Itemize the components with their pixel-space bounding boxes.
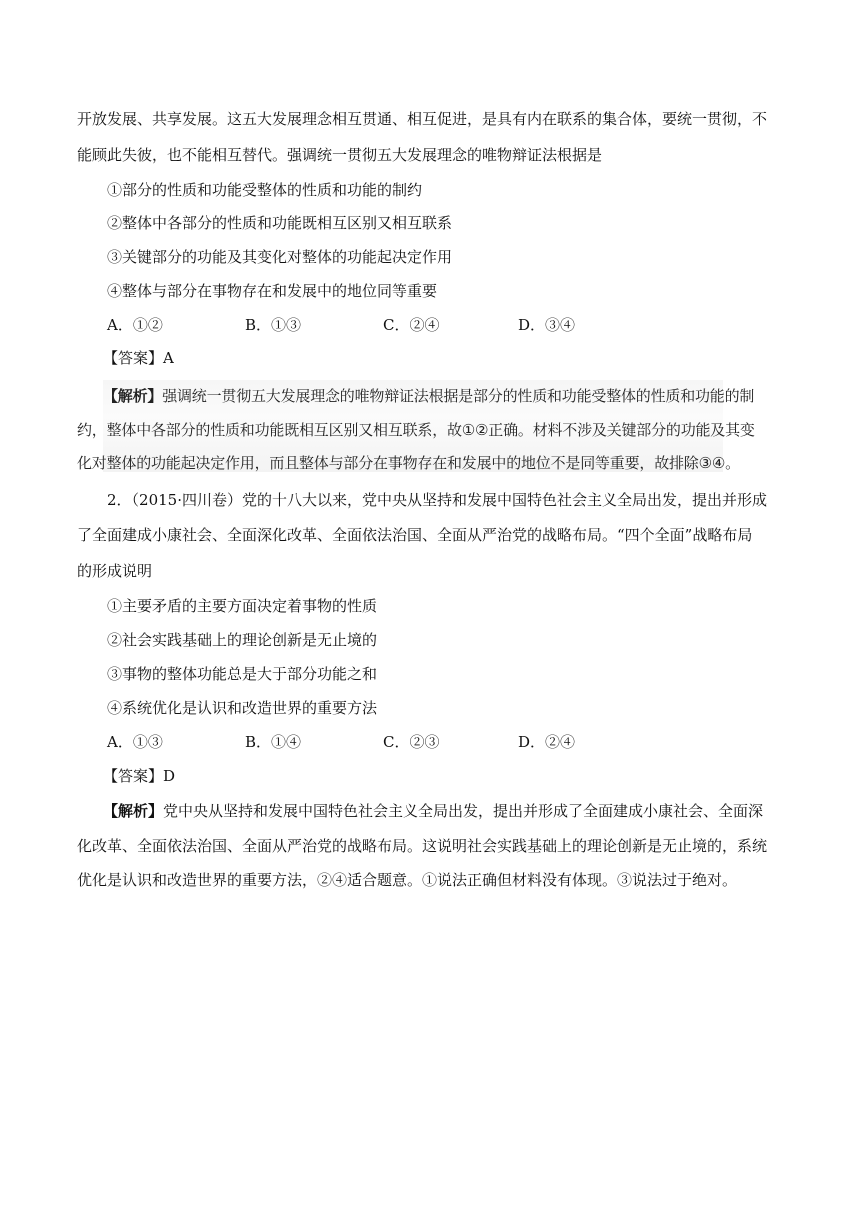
q2-analysis-line-1 [103,801,763,821]
q1-option-d: D．③④ [518,316,576,334]
q1-stem-line-2: 能顾此失彼，也不能相互替代。强调统一贯彻五大发展理念的唯物辩证法根据是 [77,146,603,164]
q2-item-2: ②社会实践基础上的理论创新是无止境的 [107,631,378,649]
q2-stem-line-1: 2．（2015·四川卷）党的十八大以来，党中央从坚持和发展中国特色社会主义全局出发，提出并形成 [107,491,767,509]
q1-option-b: B．①③ [245,316,302,334]
q1-item-2: ②整体中各部分的性质和功能既相互区别又相互联系 [107,214,453,232]
q2-stem-line-3: 的形成说明 [77,562,153,580]
q2-analysis-line-2: 化改革、全面依法治国、全面从严治党的战略布局。这说明社会实践基础上的理论创新是无止境的，系统 [77,837,768,855]
q1-stem-line-1: 开放发展、共享发展。这五大发展理念相互贯通、相互促进，是具有内在联系的集合体，要统一贯彻，不 [77,110,768,128]
q2-option-b: B．①④ [245,733,302,751]
q1-option-a: A．①② [107,316,163,334]
q1-analysis-label: 【解析】 [103,387,163,405]
q2-item-4: ④系统优化是认识和改造世界的重要方法 [107,699,378,717]
q1-analysis-text-1: 强调统一贯彻五大发展理念的唯物辩证法根据是部分的性质和功能受整体的性质和功能的制 [162,387,755,405]
q2-stem-line-2: 了全面建成小康社会、全面深化改革、全面依法治国、全面从严治党的战略布局。“四个全面”战略布局 [77,526,753,544]
q1-analysis-line-2: 约，整体中各部分的性质和功能既相互区别又相互联系，故①②正确。材料不涉及关键部分的功能及其变 [77,421,755,439]
q2-analysis-line-3: 优化是认识和改造世界的重要方法，②④适合题意。①说法正确但材料没有体现。③说法过于绝对。 [77,871,738,889]
q2-option-c: C．②③ [383,733,440,751]
q2-answer: 【答案】D [103,767,176,785]
q1-answer: 【答案】A [103,349,174,367]
q2-option-a: A．①③ [107,733,163,751]
q1-analysis-line-3: 化对整体的功能起决定作用，而且整体与部分在事物存在和发展中的地位不是同等重要，故排除③④。 [77,454,740,472]
q1-option-c: C．②④ [383,316,440,334]
q2-analysis-label: 【解析】 [103,802,164,820]
q2-analysis-text-1: 党中央从坚持和发展中国特色社会主义全局出发，提出并形成了全面建成小康社会、全面深 [163,802,764,820]
q1-item-4: ④整体与部分在事物存在和发展中的地位同等重要 [107,282,438,300]
q2-option-d: D．②④ [518,733,576,751]
q2-item-1: ①主要矛盾的主要方面决定着事物的性质 [107,597,378,615]
q2-item-3: ③事物的整体功能总是大于部分功能之和 [107,665,378,683]
q1-analysis-line-1 [103,386,754,406]
q1-item-1: ①部分的性质和功能受整体的性质和功能的制约 [107,181,423,199]
q1-item-3: ③关键部分的功能及其变化对整体的功能起决定作用 [107,248,453,266]
